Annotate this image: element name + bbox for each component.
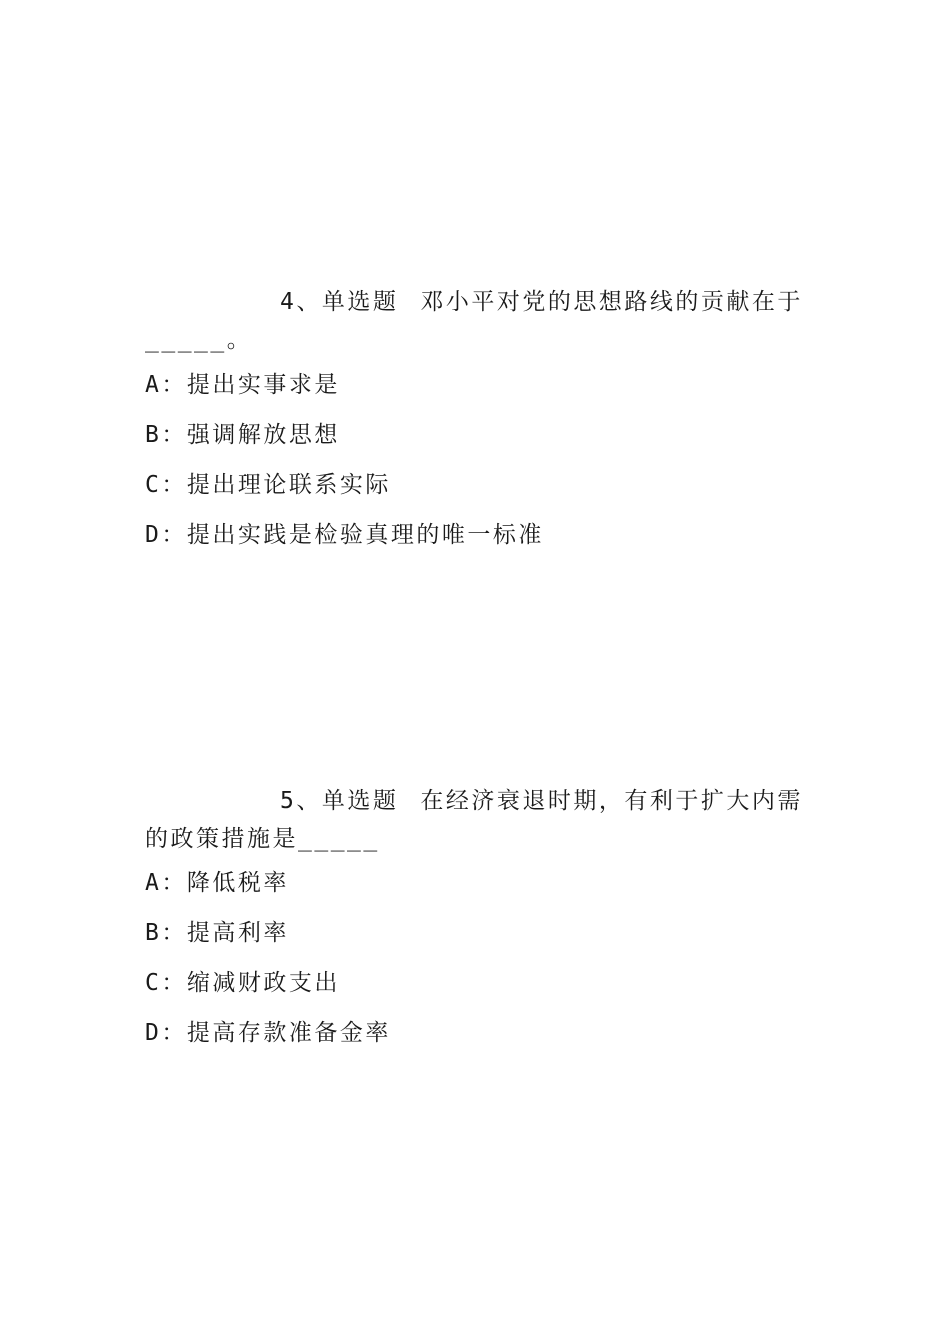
option-b: B：强调解放思想: [145, 422, 340, 448]
question-text-tail: _____。: [145, 327, 253, 353]
question-text: 在经济衰退时期，有利于扩大内需: [420, 788, 803, 814]
option-a: A：降低税率: [145, 870, 289, 896]
question-5: [145, 782, 810, 1069]
question-text: 邓小平对党的思想路线的贡献在于: [420, 289, 803, 315]
question-stem: [145, 782, 810, 858]
question-stem: [145, 283, 810, 359]
option-c: C：提出理论联系实际: [145, 472, 391, 498]
option-d: D：提高存款准备金率: [145, 1020, 391, 1046]
option-b: B：提高利率: [145, 920, 289, 946]
question-4: [145, 283, 810, 571]
question-number-type: 5、单选题: [280, 788, 399, 814]
question-number-type: 4、单选题: [280, 289, 399, 315]
question-text-tail: 的政策措施是_____: [145, 826, 380, 852]
option-a: A：提出实事求是: [145, 372, 340, 398]
option-c: C：缩减财政支出: [145, 970, 340, 996]
option-d: D：提出实践是检验真理的唯一标准: [145, 522, 544, 548]
